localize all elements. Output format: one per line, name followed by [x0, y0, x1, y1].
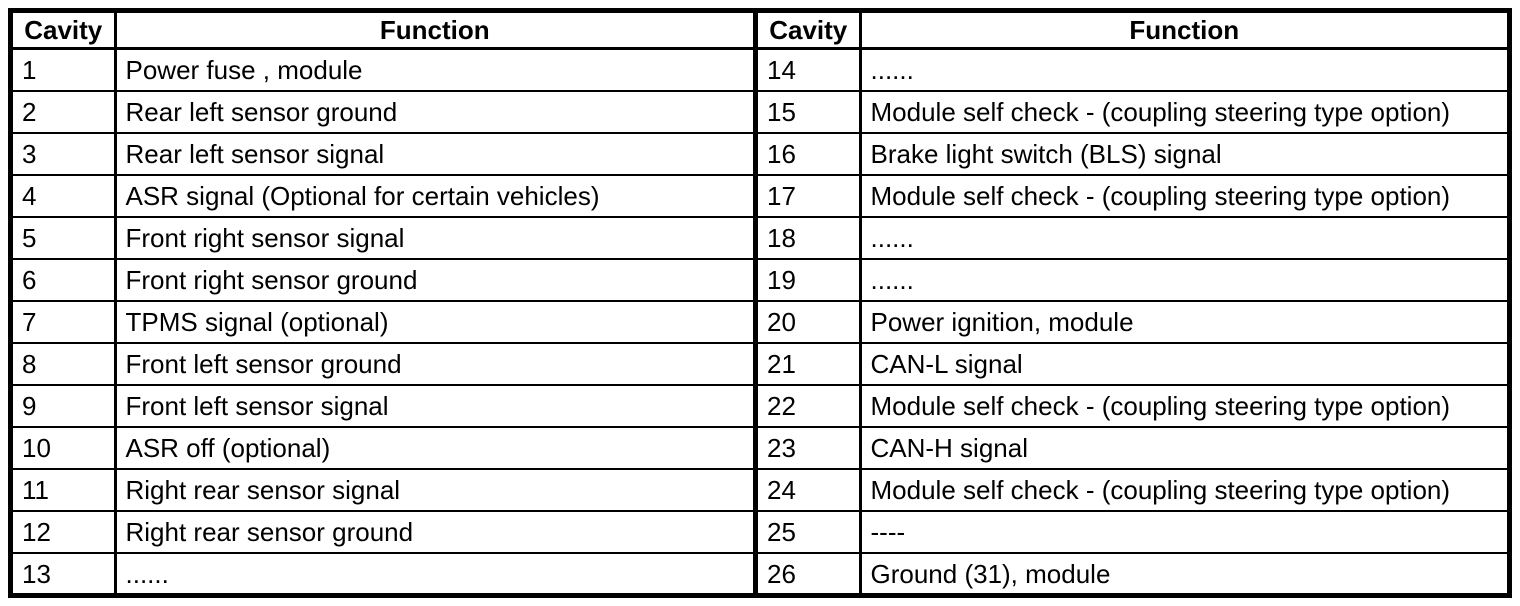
table-row: [758, 553, 1507, 594]
function-cell: Module self check - (coupling steering type option): [860, 469, 1507, 511]
cavity-cell: 26: [758, 553, 860, 594]
cavity-cell: 6: [13, 259, 115, 301]
cavity-cell: 20: [758, 301, 860, 343]
function-cell: ......: [860, 217, 1507, 259]
table-row: [758, 133, 1507, 175]
table-row: [13, 343, 753, 385]
pinout-table-frame: [8, 8, 1512, 598]
function-cell: Ground (31), module: [860, 553, 1507, 594]
pinout-table-right: [758, 13, 1507, 594]
pinout-table-left: [13, 13, 753, 594]
pinout-table-left-body: [13, 49, 753, 595]
function-cell: ......: [860, 49, 1507, 92]
cavity-cell: 2: [13, 91, 115, 133]
function-cell: ----: [860, 511, 1507, 553]
cavity-cell: 7: [13, 301, 115, 343]
table-row: [13, 259, 753, 301]
function-cell: Module self check - (coupling steering type option): [860, 91, 1507, 133]
cavity-cell: 1: [13, 49, 115, 92]
cavity-cell: 9: [13, 385, 115, 427]
table-row: [13, 427, 753, 469]
function-cell: Front left sensor signal: [115, 385, 753, 427]
table-row: [13, 49, 753, 92]
function-cell: ASR off (optional): [115, 427, 753, 469]
table-row: [758, 511, 1507, 553]
table-row: [13, 511, 753, 553]
cavity-cell: 24: [758, 469, 860, 511]
table-row: [13, 301, 753, 343]
cavity-cell: 19: [758, 259, 860, 301]
table-row: [13, 469, 753, 511]
table-row: [758, 49, 1507, 92]
function-cell: Front right sensor signal: [115, 217, 753, 259]
table-row: [13, 91, 753, 133]
cavity-cell: 15: [758, 91, 860, 133]
function-cell: Rear left sensor ground: [115, 91, 753, 133]
function-cell: Front right sensor ground: [115, 259, 753, 301]
header-row: [758, 13, 1507, 49]
cavity-cell: 4: [13, 175, 115, 217]
pinout-table-left-section: [13, 13, 758, 593]
table-row: [758, 385, 1507, 427]
cavity-cell: 21: [758, 343, 860, 385]
function-cell: Right rear sensor ground: [115, 511, 753, 553]
cavity-cell: 23: [758, 427, 860, 469]
table-row: [13, 385, 753, 427]
table-row: [758, 427, 1507, 469]
function-cell: CAN-L signal: [860, 343, 1507, 385]
cavity-cell: 22: [758, 385, 860, 427]
cavity-column-header: Cavity: [13, 13, 115, 49]
header-row: [13, 13, 753, 49]
cavity-cell: 5: [13, 217, 115, 259]
function-cell: Module self check - (coupling steering type option): [860, 175, 1507, 217]
table-row: [758, 469, 1507, 511]
cavity-cell: 17: [758, 175, 860, 217]
function-cell: ......: [860, 259, 1507, 301]
table-row: [13, 553, 753, 594]
cavity-cell: 8: [13, 343, 115, 385]
table-row: [758, 217, 1507, 259]
function-cell: Rear left sensor signal: [115, 133, 753, 175]
cavity-cell: 13: [13, 553, 115, 594]
cavity-cell: 25: [758, 511, 860, 553]
pinout-table-right-body: [758, 49, 1507, 595]
cavity-cell: 3: [13, 133, 115, 175]
function-cell: CAN-H signal: [860, 427, 1507, 469]
table-row: [758, 301, 1507, 343]
function-cell: ......: [115, 553, 753, 594]
cavity-cell: 16: [758, 133, 860, 175]
cavity-column-header: Cavity: [758, 13, 860, 49]
function-cell: Brake light switch (BLS) signal: [860, 133, 1507, 175]
cavity-cell: 18: [758, 217, 860, 259]
cavity-cell: 11: [13, 469, 115, 511]
function-cell: Power fuse , module: [115, 49, 753, 92]
function-column-header: Function: [860, 13, 1507, 49]
table-row: [758, 343, 1507, 385]
cavity-cell: 10: [13, 427, 115, 469]
table-row: [13, 133, 753, 175]
table-row: [758, 175, 1507, 217]
table-row: [758, 91, 1507, 133]
function-cell: ASR signal (Optional for certain vehicles): [115, 175, 753, 217]
table-row: [758, 259, 1507, 301]
function-cell: Front left sensor ground: [115, 343, 753, 385]
function-column-header: Function: [115, 13, 753, 49]
table-row: [13, 217, 753, 259]
function-cell: Module self check - (coupling steering type option): [860, 385, 1507, 427]
cavity-cell: 12: [13, 511, 115, 553]
function-cell: Right rear sensor signal: [115, 469, 753, 511]
function-cell: Power ignition, module: [860, 301, 1507, 343]
table-row: [13, 175, 753, 217]
pinout-table-right-section: [758, 13, 1507, 593]
cavity-cell: 14: [758, 49, 860, 92]
function-cell: TPMS signal (optional): [115, 301, 753, 343]
